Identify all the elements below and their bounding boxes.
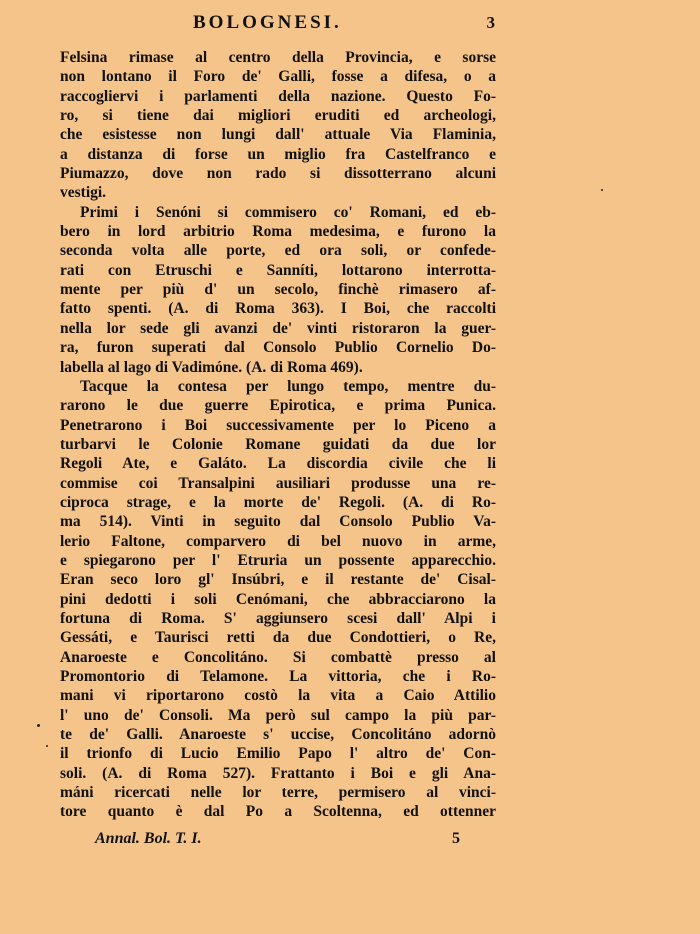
text-line: il trionfo di Lucio Emilio Papo l' altro de' Con-: [60, 745, 496, 763]
text-line: ma 514). Vinti in seguito dal Consolo Publio Va-: [60, 513, 496, 531]
text-line: fatto spenti. (A. di Roma 363). I Boi, che raccolti: [60, 300, 496, 318]
text-line: nella lor sede gli avanzi de' vinti ristoraron la guer-: [60, 319, 496, 337]
text-line: bero in lord arbitrio Roma medesima, e furono la: [60, 223, 496, 241]
text-line: commise coi Transalpini ausiliari produsse una re-: [60, 474, 496, 492]
text-line: e spiegarono per l' Etruria un possente apparecchio.: [60, 551, 496, 569]
text-line: ra, furon superati dal Consolo Publio Cornelio Do-: [60, 339, 496, 357]
ink-speck: [37, 724, 40, 727]
text-line: Regoli Ate, e Galáto. La discordia civile che li: [60, 455, 496, 473]
page-number: 3: [486, 13, 495, 32]
text-line: che esistesse non lungi dall' attuale Via Flaminia,: [60, 126, 496, 144]
text-line: máni ricercati nelle lor terre, permisero al vinci-: [60, 784, 496, 802]
text-line: labella al lago di Vadimóne. (A. di Roma 469).: [60, 358, 363, 376]
ink-speck: [601, 189, 603, 191]
text-line: rarono le due guerre Epirotica, e prima Punica.: [60, 397, 496, 415]
sheet-number: 5: [452, 830, 460, 847]
text-line: seconda volta alle porte, ed ora soli, or confede-: [60, 242, 496, 260]
text-line: l' uno de' Consoli. Ma però sul campo la più par-: [60, 706, 496, 724]
text-line: Anaroeste e Concolitáno. Si combattè presso al: [60, 648, 496, 666]
running-title: BOLOGNESI.: [193, 12, 342, 33]
text-line: mente per più d' un secolo, finchè rimasero af-: [60, 281, 496, 299]
text-line: turbarvi le Colonie Romane guidati da due lor: [60, 435, 496, 453]
text-line: Piumazzo, dove non rado si dissotterrano alcuni: [60, 165, 496, 183]
text-line: te de' Galli. Anaroeste s' uccise, Concolitáno adornò: [60, 726, 496, 744]
text-line: mani vi riportarono costò la vita a Caio Attilio: [60, 687, 496, 705]
text-line: Penetrarono i Boi successivamente per lo Piceno a: [60, 416, 496, 434]
page-footer: [95, 830, 460, 852]
ink-speck: [46, 745, 48, 747]
text-line: ro, si tiene dai migliori eruditi ed archeologi,: [60, 107, 496, 125]
text-line: ciproca strage, e la morte de' Regoli. (A. di Ro-: [60, 493, 496, 511]
text-line: lerio Faltone, comparvero di bel nuovo in arme,: [60, 532, 496, 550]
text-line: pini dedotti i soli Cenómani, che abbracciarono la: [60, 590, 496, 608]
printer-signature: Annal. Bol. T. I.: [95, 830, 202, 847]
text-line: raccogliervi i parlamenti della nazione. Questo Fo-: [60, 87, 496, 105]
text-line: Tacque la contesa per lungo tempo, mentre du-: [80, 377, 496, 395]
body-text: [60, 48, 496, 822]
text-line: Felsina rimase al centro della Provincia, e sorse: [60, 49, 496, 66]
text-line: non lontano il Foro de' Galli, fosse a difesa, o a: [60, 68, 496, 86]
text-line: Gessáti, e Taurisci retti da due Condottieri, o Re,: [60, 629, 496, 647]
text-line: rati con Etruschi e Sanníti, lottarono interrotta-: [60, 261, 496, 279]
text-line: Promontorio di Telamone. La vittoria, che i Ro-: [60, 668, 496, 685]
text-line: fortuna di Roma. S' aggiunsero scesi dall' Alpi i: [60, 609, 496, 627]
text-line: Eran seco loro gl' Insúbri, e il restante de' Cisal-: [60, 571, 496, 589]
text-line: a distanza di forse un miglio fra Castelfranco e: [60, 145, 496, 163]
text-line: Primi i Senóni si commisero co' Romani, ed eb-: [80, 203, 496, 221]
text-line: vestigi.: [60, 184, 107, 202]
text-line: tore quanto è dal Po a Scoltenna, ed ottenner: [60, 803, 496, 821]
text-line: soli. (A. di Roma 527). Frattanto i Boi e gli Ana-: [60, 764, 496, 782]
running-head: [60, 12, 495, 38]
